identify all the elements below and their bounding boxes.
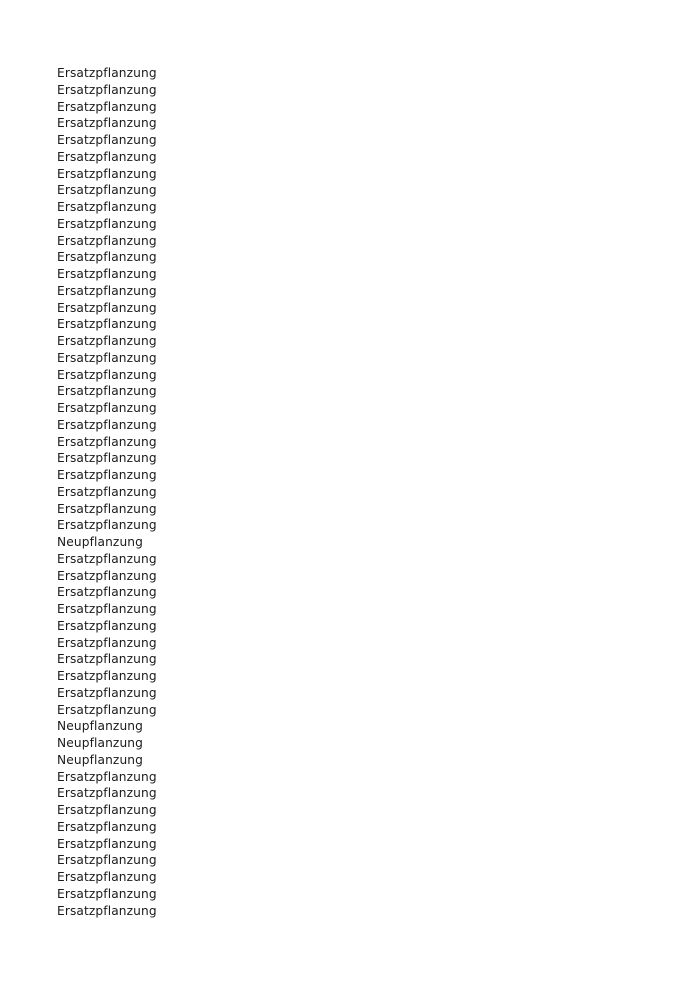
text-line: Ersatzpflanzung	[57, 468, 157, 482]
text-line: Ersatzpflanzung	[57, 819, 157, 834]
text-line: Ersatzpflanzung	[57, 350, 157, 365]
text-line: Ersatzpflanzung	[57, 618, 157, 633]
text-line: Ersatzpflanzung	[57, 300, 157, 315]
text-line: Ersatzpflanzung	[57, 803, 157, 817]
text-line: Ersatzpflanzung	[57, 669, 157, 683]
text-line: Ersatzpflanzung	[57, 200, 157, 214]
text-line: Neupflanzung	[57, 752, 143, 767]
text-line: Ersatzpflanzung	[57, 635, 157, 650]
text-line: Ersatzpflanzung	[57, 886, 157, 901]
text-line: Neupflanzung	[57, 719, 143, 734]
text-line: Ersatzpflanzung	[57, 903, 157, 918]
text-line: Ersatzpflanzung	[57, 233, 157, 248]
text-line: Neupflanzung	[57, 535, 143, 549]
text-line: Ersatzpflanzung	[57, 367, 157, 382]
text-line: Ersatzpflanzung	[57, 568, 157, 583]
text-line: Ersatzpflanzung	[57, 602, 157, 616]
text-line: Ersatzpflanzung	[57, 384, 157, 399]
text-line: Ersatzpflanzung	[57, 652, 157, 667]
text-line: Neupflanzung	[57, 736, 143, 750]
text-line: Ersatzpflanzung	[57, 417, 157, 432]
text-line: Ersatzpflanzung	[57, 501, 157, 516]
text-line: Ersatzpflanzung	[57, 82, 157, 97]
text-line: Ersatzpflanzung	[57, 451, 157, 466]
text-line: Ersatzpflanzung	[57, 166, 157, 181]
text-line: Ersatzpflanzung	[57, 133, 157, 147]
text-line: Ersatzpflanzung	[57, 769, 157, 784]
text-line: Ersatzpflanzung	[57, 99, 157, 114]
text-line: Ersatzpflanzung	[57, 702, 157, 717]
text-column	[57, 65, 617, 919]
text-line: Ersatzpflanzung	[57, 518, 157, 533]
text-line: Ersatzpflanzung	[57, 149, 157, 164]
text-line: Ersatzpflanzung	[57, 484, 157, 499]
text-line: Ersatzpflanzung	[57, 786, 157, 801]
text-line: Ersatzpflanzung	[57, 551, 157, 566]
text-line: Ersatzpflanzung	[57, 66, 157, 80]
text-line: Ersatzpflanzung	[57, 283, 157, 298]
text-line: Ersatzpflanzung	[57, 434, 157, 449]
text-line: Ersatzpflanzung	[57, 853, 157, 868]
text-line: Ersatzpflanzung	[57, 116, 157, 131]
text-line: Ersatzpflanzung	[57, 216, 157, 231]
text-line: Ersatzpflanzung	[57, 836, 157, 851]
text-line: Ersatzpflanzung	[57, 183, 157, 198]
text-line: Ersatzpflanzung	[57, 317, 157, 332]
text-line: Ersatzpflanzung	[57, 685, 157, 700]
text-line: Ersatzpflanzung	[57, 250, 157, 265]
text-line: Ersatzpflanzung	[57, 870, 157, 884]
text-line: Ersatzpflanzung	[57, 401, 157, 415]
text-line: Ersatzpflanzung	[57, 267, 157, 281]
text-line: Ersatzpflanzung	[57, 334, 157, 348]
text-line: Ersatzpflanzung	[57, 585, 157, 600]
